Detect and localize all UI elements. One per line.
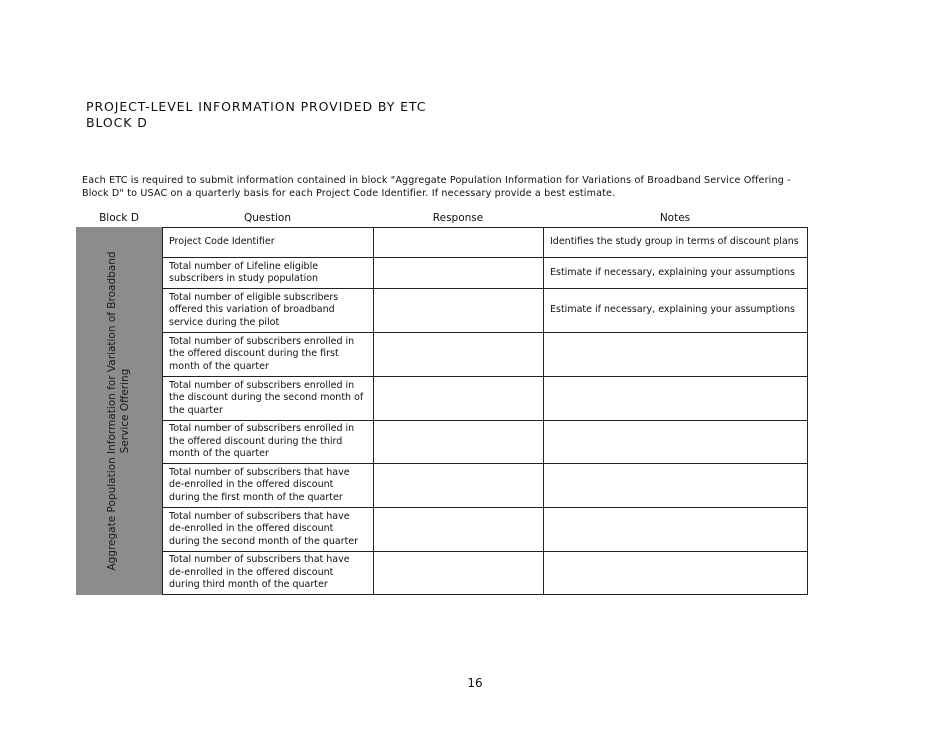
notes-cell: Identifies the study group in terms of discount plans bbox=[544, 228, 808, 258]
table-row bbox=[163, 333, 808, 377]
question-cell: Total number of subscribers that have de-enrolled in the offered discount during the second month of the quarter bbox=[163, 508, 374, 552]
table-row bbox=[163, 508, 808, 552]
question-cell: Total number of Lifeline eligible subscribers in study population bbox=[163, 258, 374, 289]
column-header-notes: Notes bbox=[659, 212, 691, 224]
notes-cell bbox=[544, 421, 808, 464]
column-header-question: Question bbox=[244, 212, 291, 224]
response-cell[interactable] bbox=[374, 228, 544, 258]
block-d-table bbox=[162, 227, 808, 595]
page-number: 16 bbox=[467, 676, 483, 690]
response-cell[interactable] bbox=[374, 508, 544, 552]
notes-cell bbox=[544, 333, 808, 377]
table-body bbox=[163, 228, 808, 595]
notes-cell: Estimate if necessary, explaining your assumptions bbox=[544, 258, 808, 289]
response-cell[interactable] bbox=[374, 552, 544, 595]
question-cell: Total number of subscribers enrolled in the discount during the second month of the quarter bbox=[163, 377, 374, 421]
response-cell[interactable] bbox=[374, 333, 544, 377]
table-row bbox=[163, 552, 808, 595]
question-cell: Total number of subscribers that have de-enrolled in the offered discount during third month of the quarter bbox=[163, 552, 374, 595]
table-row bbox=[163, 377, 808, 421]
question-cell: Total number of subscribers enrolled in the offered discount during the third month of the quarter bbox=[163, 421, 374, 464]
column-header-block: Block D bbox=[99, 212, 139, 224]
section-heading bbox=[86, 99, 426, 131]
question-cell: Total number of subscribers that have de-enrolled in the offered discount during the first month of the quarter bbox=[163, 464, 374, 508]
heading-block: BLOCK D bbox=[86, 115, 148, 130]
table-row bbox=[163, 289, 808, 333]
notes-cell: Estimate if necessary, explaining your assumptions bbox=[544, 289, 808, 333]
table-row bbox=[163, 258, 808, 289]
block-d-vertical-label: Aggregate Population Information for Variation of Broadband Service Offering bbox=[106, 251, 131, 571]
response-cell[interactable] bbox=[374, 377, 544, 421]
response-cell[interactable] bbox=[374, 289, 544, 333]
block-d-side-panel bbox=[76, 227, 162, 595]
intro-paragraph: Each ETC is required to submit information contained in block "Aggregate Population Information for Variations of Broadband Service Offering - Block D" to USAC on a quarterly basis for each Project Code Identifier. If necessary provide a best estimate. bbox=[82, 175, 791, 199]
notes-cell bbox=[544, 377, 808, 421]
question-cell: Total number of eligible subscribers offered this variation of broadband service during the pilot bbox=[163, 289, 374, 333]
notes-cell bbox=[544, 464, 808, 508]
question-cell: Project Code Identifier bbox=[163, 228, 374, 258]
heading-title: PROJECT-LEVEL INFORMATION PROVIDED BY ETC bbox=[86, 99, 427, 114]
response-cell[interactable] bbox=[374, 421, 544, 464]
notes-cell bbox=[544, 552, 808, 595]
table-row bbox=[163, 228, 808, 258]
table-row bbox=[163, 464, 808, 508]
notes-cell bbox=[544, 508, 808, 552]
column-header-response: Response bbox=[432, 212, 484, 224]
question-cell: Total number of subscribers enrolled in the offered discount during the first month of the quarter bbox=[163, 333, 374, 377]
response-cell[interactable] bbox=[374, 464, 544, 508]
response-cell[interactable] bbox=[374, 258, 544, 289]
table-row bbox=[163, 421, 808, 464]
